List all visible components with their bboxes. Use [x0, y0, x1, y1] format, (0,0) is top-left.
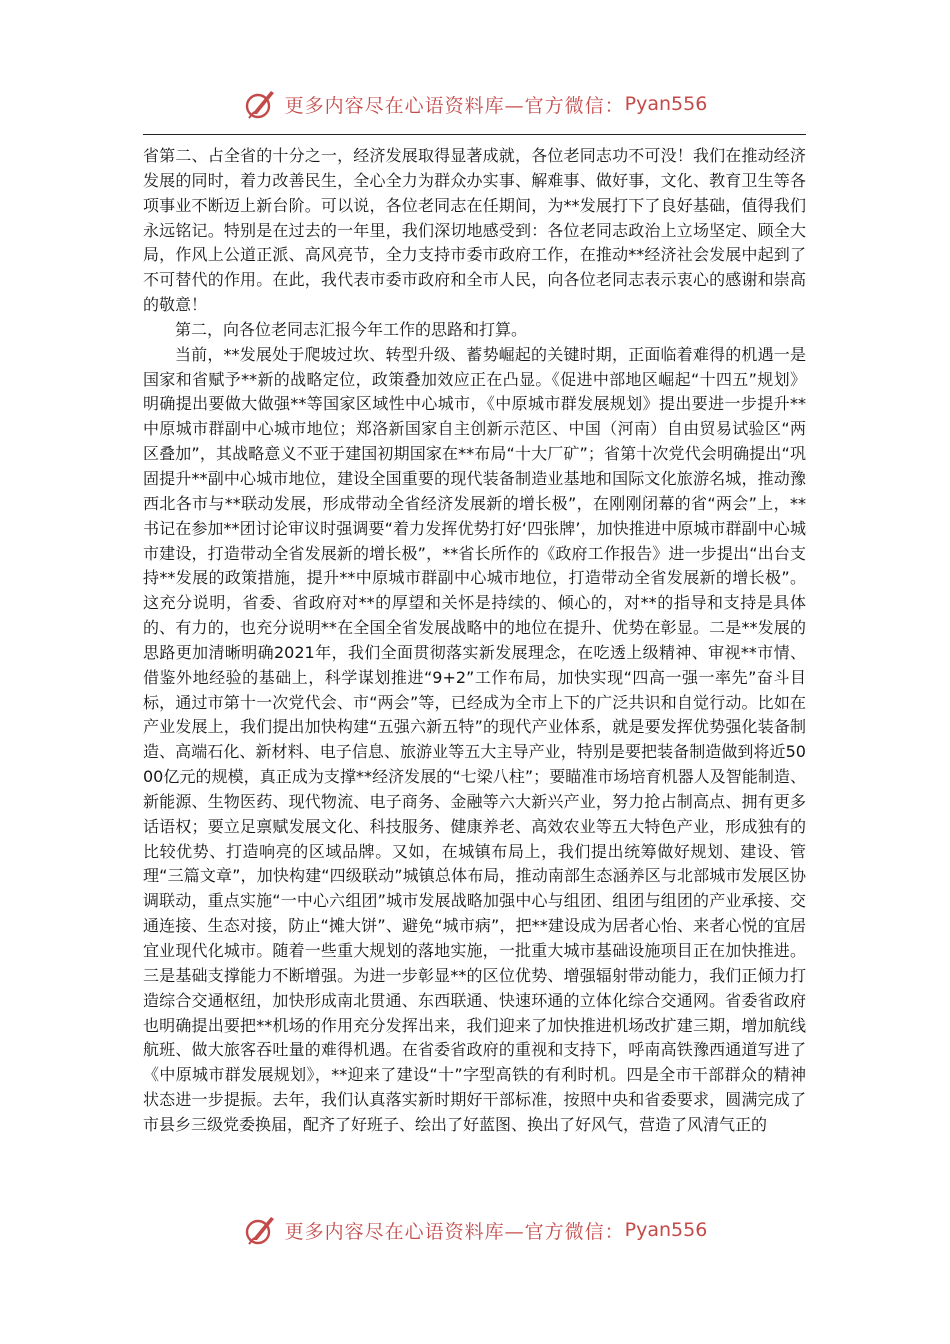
quill-pen-logo-icon	[243, 87, 277, 121]
footer-watermark	[0, 1210, 950, 1250]
quill-pen-logo-icon	[243, 1213, 277, 1247]
header-divider	[143, 134, 806, 135]
header-watermark	[0, 84, 950, 124]
paragraph: 第二，向各位老同志汇报今年工作的思路和打算。	[175, 319, 528, 339]
paragraph: 当前，**发展处于爬坡过坎、转型升级、蓄势崛起的关键时期，正面临着难得的机遇一是国家和省赋予**新的战略定位，政策叠加效应正在凸显。《促进中部地区崛起“十四五”规划》明确提出要做大做强**等国家区域性中心城市，《中原城市群发展规划》提出要进一步提升**中原城市群副中心城市地位；郑洛新国家自主创新示范区、中国（河南）自由贸易试验区“两区叠加”，其战略意义不亚于建国初期国家在**布局“十大厂矿”；省第十次党代会明确提出“巩固提升**副中心城市地位，建设全国重要的现代装备制造业基地和国际文化旅游名城，推动豫西北各市与**联动发展，形成带动全省经济发展新的增长极”，在刚刚闭幕的省“两会”上，**书记在参加**团讨论审议时强调要“着力发挥优势打好‘四张牌’，加快推进中原城市群副中心城市建设，打造带动全省发展新的增长极”，**省长所作的《政府工作报告》进一步提出“出台支持**发展的政策措施，提升**中原城市群副中心城市地位，打造带动全省发展新的增长极”。这充分说明，省委、省政府对**的厚望和关怀是持续的、倾心的，对**的指导和支持是具体的、有力的，也充分说明**在全国全省发展战略中的地位在提升、优势在彰显。二是**发展的思路更加清晰明确2021年，我们全面贯彻落实新发展理念，在吃透上级精神、审视**市情、借鉴外地经验的基础上，科学谋划推进“9+2”工作布局，加快实现“四高一强一率先”奋斗目标，通过市第十一次党代会、市“两会”等，已经成为全市上下的广泛共识和自觉行动。比如在产业发展上，我们提出加快构建“五强六新五特”的现代产业体系，就是要发挥优势强化装备制造、高端石化、新材料、电子信息、旅游业等五大主导产业，特别是要把装备制造做到将近5000亿元的规模，真正成为支撑**经济发展的“七梁八柱”；要瞄准市场培育机器人及智能制造、新能源、生物医药、现代物流、电子商务、金融等六大新兴产业，努力抢占制高点、拥有更多话语权；要立足禀赋发展文化、科技服务、健康养老、高效农业等五大特色产业，形成独有的比较优势、打造响亮的区域品牌。又如，在城镇布局上，我们提出统筹做好规划、建设、管理“三篇文章”，加快构建“四级联动”城镇总体布局，推动南部生态涵养区与北部城市发展区协调联动，重点实施“一中心六组团”城市发展战略加强中心与组团、组团与组团的产业承接、交通连接、生态对接，防止“摊大饼”、避免“城市病”，把**建设成为居者心怡、来者心悦的宜居宜业现代化城市。随着一些重大规划的落地实施，一批重大城市基础设施项目正在加快推进。三是基础支撑能力不断增强。为进一步彰显**的区位优势、增强辐射带动能力，我们正倾力打造综合交通枢纽，加快形成南北贯通、东西联通、快速环通的立体化综合交通网。省委省政府也明确提出要把**机场的作用充分发挥出来，我们迎来了加快推进机场改扩建三期，增加航线航班、做大旅客吞吐量的难得机遇。在省委省政府的重视和支持下，呼南高铁豫西通道写进了《中原城市群发展规划》，**迎来了建设“十”字型高铁的有利时机。四是全市干部群众的精神状态进一步提振。去年，我们认真落实新时期好干部标准，按照中央和省委要求，圆满完成了市县乡三级党委换届，配齐了好班子、绘出了好蓝图、换出了好风气，营造了风清气正的	[143, 344, 806, 1134]
document-body	[143, 144, 806, 1204]
paragraph: 省第二、占全省的十分之一，经济发展取得显著成就，各位老同志功不可没！我们在推动经济发展的同时，着力改善民生，全心全力为群众办实事、解难事、做好事，文化、教育卫生等各项事业不断迈上新台阶。可以说，各位老同志在任期间，为**发展打下了良好基础，值得我们永远铭记。特别是在过去的一年里，我们深切地感受到：各位老同志政治上立场坚定、顾全大局，作风上公道正派、高风亮节，全力支持市委市政府工作，在推动**经济社会发展中起到了不可替代的作用。在此，我代表市委市政府和全市人民，向各位老同志表示衷心的感谢和崇高的敬意！	[143, 146, 806, 315]
watermark-wechat-id: Pyan556	[624, 93, 708, 115]
watermark-text: 更多内容尽在心语资料库—官方微信：	[284, 94, 625, 117]
watermark-text: 更多内容尽在心语资料库—官方微信：	[284, 1220, 625, 1243]
watermark-wechat-id: Pyan556	[624, 1219, 708, 1241]
